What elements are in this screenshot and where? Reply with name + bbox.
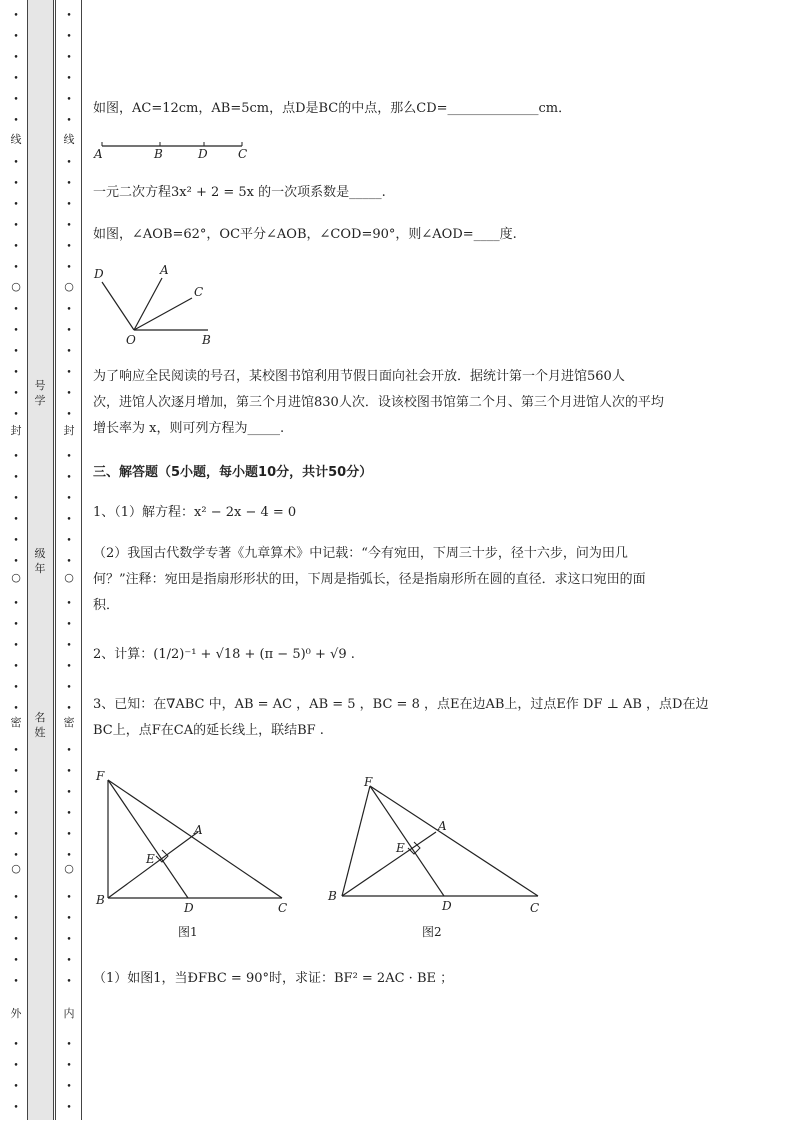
binding-dot: • bbox=[66, 662, 72, 672]
binding-dot: • bbox=[66, 242, 72, 252]
q4-label-a: A bbox=[160, 263, 169, 277]
question-5 bbox=[93, 364, 664, 442]
binding-dot: • bbox=[13, 767, 19, 777]
inner-mark-nei: 内 bbox=[63, 1007, 75, 1020]
binding-dot: • bbox=[13, 893, 19, 903]
fig1-label-c: C bbox=[278, 901, 288, 915]
fig1-label-b: B bbox=[96, 893, 105, 907]
binding-dot: • bbox=[66, 179, 72, 189]
binding-dot: • bbox=[13, 116, 19, 126]
binding-dot: • bbox=[66, 494, 72, 504]
binding-dot: • bbox=[13, 809, 19, 819]
binding-dot: • bbox=[13, 494, 19, 504]
binding-dot: • bbox=[13, 242, 19, 252]
binding-dot: • bbox=[13, 704, 19, 714]
q4-angle-figure bbox=[90, 262, 220, 348]
binding-dot: • bbox=[13, 599, 19, 609]
question-2 bbox=[93, 96, 571, 122]
binding-dot: • bbox=[13, 1103, 19, 1113]
binding-dot: • bbox=[66, 221, 72, 231]
field-label-student-number: 号学 bbox=[34, 379, 46, 407]
binding-dot: • bbox=[66, 557, 72, 567]
inner-mark-xian: 线 bbox=[63, 133, 75, 146]
binding-dot: • bbox=[13, 1040, 19, 1050]
binding-dot: • bbox=[66, 788, 72, 798]
binding-dot: • bbox=[13, 515, 19, 525]
outer-mark-xian: 线 bbox=[10, 133, 22, 146]
solve-question-3-line-1: 3、已知：在∇ABC 中，AB = AC ，AB = 5 ，BC = 8 ，点E在边AB上，过点E作 DF ⊥ AB ，点D在边 bbox=[93, 697, 709, 712]
solve-question-2 bbox=[93, 642, 355, 668]
binding-dot: • bbox=[66, 95, 72, 105]
solve-question-1b-line-2: 何？”注释：宛田是指扇形形状的田，下周是指弧长，径是指扇形所在圆的直径．求这口宛田的面 bbox=[93, 572, 646, 587]
binding-dot: • bbox=[66, 746, 72, 756]
binding-dot: • bbox=[66, 515, 72, 525]
q2-label-a: A bbox=[94, 147, 103, 161]
binding-dot: • bbox=[13, 977, 19, 987]
solve-question-3-line-2: BC上，点F在CA的延长线上，联结BF . bbox=[93, 723, 324, 738]
binding-dot: • bbox=[66, 956, 72, 966]
binding-dot: • bbox=[13, 1061, 19, 1071]
binding-dot: • bbox=[66, 53, 72, 63]
question-5-line-3: 增长率为 x，则可列方程为_____. bbox=[93, 421, 285, 436]
binding-dot: • bbox=[66, 809, 72, 819]
binding-dot: • bbox=[66, 977, 72, 987]
binding-dot: • bbox=[66, 473, 72, 483]
binding-dot: • bbox=[66, 599, 72, 609]
binding-dot: • bbox=[66, 11, 72, 21]
binding-dot: • bbox=[13, 389, 19, 399]
binding-dot: • bbox=[13, 410, 19, 420]
binding-dot: • bbox=[66, 347, 72, 357]
binding-dot: • bbox=[13, 536, 19, 546]
fig1-label-e: E bbox=[146, 852, 155, 866]
binding-dot: • bbox=[13, 95, 19, 105]
q4-label-b: B bbox=[202, 333, 211, 347]
binding-dot: • bbox=[66, 830, 72, 840]
question-4 bbox=[93, 222, 517, 248]
binding-dot: • bbox=[13, 221, 19, 231]
binding-dot: • bbox=[13, 473, 19, 483]
inner-mark-feng: 封 bbox=[63, 424, 75, 437]
fig2-label-a: A bbox=[438, 819, 447, 833]
binding-dot: • bbox=[13, 956, 19, 966]
binding-dot: • bbox=[13, 662, 19, 672]
fig2-label-c: C bbox=[530, 901, 540, 915]
q2-label-d: D bbox=[198, 147, 208, 161]
binding-dot: • bbox=[13, 641, 19, 651]
binding-dot: • bbox=[13, 368, 19, 378]
q2-label-b: B bbox=[154, 147, 163, 161]
section-3-title: 三、解答题（5小题，每小题10分，共计50分） bbox=[93, 465, 373, 480]
binding-dot: • bbox=[66, 536, 72, 546]
binding-dot: • bbox=[66, 368, 72, 378]
fig2-label-b: B bbox=[328, 889, 337, 903]
q4-label-o: O bbox=[126, 333, 136, 347]
binding-dot: • bbox=[13, 200, 19, 210]
binding-dot: • bbox=[66, 116, 72, 126]
field-label-name: 名姓 bbox=[34, 711, 46, 739]
binding-dot: • bbox=[66, 1040, 72, 1050]
solve-question-3-part-1 bbox=[93, 966, 453, 992]
figure-1 bbox=[90, 766, 300, 942]
fig2-label-f: F bbox=[364, 775, 373, 789]
question-4-text: 如图，∠AOB=62°，OC平分∠AOB，∠COD=90°，则∠AOD=____度. bbox=[93, 227, 517, 242]
binding-dot: • bbox=[66, 326, 72, 336]
binding-dot: • bbox=[13, 179, 19, 189]
fig2-caption: 图2 bbox=[422, 925, 442, 939]
q4-label-d: D bbox=[94, 267, 104, 281]
solve-question-1a bbox=[93, 500, 296, 526]
binding-dot: • bbox=[66, 620, 72, 630]
binding-dot: • bbox=[13, 326, 19, 336]
binding-dot: • bbox=[13, 158, 19, 168]
binding-dot: • bbox=[66, 914, 72, 924]
q2-label-c: C bbox=[238, 147, 248, 161]
binding-dot: • bbox=[13, 851, 19, 861]
question-5-line-2: 次，进馆人次逐月增加，第三个月进馆830人次．设该校图书馆第二个月、第三个月进馆人次的平均 bbox=[93, 395, 664, 410]
fig1-label-f: F bbox=[96, 769, 105, 783]
binding-dot: • bbox=[66, 32, 72, 42]
outer-mark-feng: 封 bbox=[10, 424, 22, 437]
binding-dot: • bbox=[13, 32, 19, 42]
fig1-caption: 图1 bbox=[178, 925, 198, 939]
binding-dot: • bbox=[13, 74, 19, 84]
binding-dot: • bbox=[66, 1082, 72, 1092]
field-label-grade: 级年 bbox=[34, 547, 46, 575]
solve-question-3 bbox=[93, 692, 708, 744]
binding-circle: ○ bbox=[11, 571, 21, 584]
question-3 bbox=[93, 180, 386, 206]
binding-dot: • bbox=[66, 893, 72, 903]
binding-circle: ○ bbox=[11, 280, 21, 293]
binding-dot: • bbox=[66, 158, 72, 168]
binding-dot: • bbox=[13, 683, 19, 693]
binding-dot: • bbox=[66, 1103, 72, 1113]
binding-dot: • bbox=[66, 200, 72, 210]
question-3-text: 一元二次方程3x² + 2 = 5x 的一次项系数是_____. bbox=[93, 185, 386, 200]
binding-dot: • bbox=[66, 452, 72, 462]
binding-dot: • bbox=[13, 935, 19, 945]
binding-dot: • bbox=[66, 641, 72, 651]
solve-question-2-text: 2、计算：(1/2)⁻¹ + √18 + (π − 5)⁰ + √9 . bbox=[93, 647, 355, 662]
binding-dot: • bbox=[13, 620, 19, 630]
binding-dot: • bbox=[66, 305, 72, 315]
binding-dot: • bbox=[66, 74, 72, 84]
solve-question-1b-line-3: 积． bbox=[93, 598, 120, 613]
question-2-text: 如图，AC=12cm，AB=5cm，点D是BC的中点，那么CD=______________cm． bbox=[93, 101, 572, 116]
question-5-line-1: 为了响应全民阅读的号召，某校图书馆利用节假日面向社会开放．据统计第一个月进馆560人 bbox=[93, 369, 625, 384]
binding-dot: • bbox=[13, 11, 19, 21]
binding-dot: • bbox=[13, 263, 19, 273]
binding-dot: • bbox=[66, 263, 72, 273]
binding-dot: • bbox=[66, 410, 72, 420]
inner-mark-mi: 密 bbox=[63, 716, 75, 729]
binding-dot: • bbox=[66, 851, 72, 861]
binding-dot: • bbox=[66, 1061, 72, 1071]
binding-dot: • bbox=[66, 389, 72, 399]
binding-dot: • bbox=[13, 830, 19, 840]
solve-question-1b-line-1: （2）我国古代数学专著《九章算术》中记载：“今有宛田，下周三十步，径十六步，问为田几 bbox=[93, 546, 628, 561]
figure-2 bbox=[320, 772, 550, 942]
solve-question-1a-text: 1、（1）解方程：x² − 2x − 4 = 0 bbox=[93, 505, 297, 520]
fig2-label-e: E bbox=[396, 841, 405, 855]
binding-circle: ○ bbox=[64, 280, 74, 293]
fig2-label-d: D bbox=[442, 899, 452, 913]
binding-dot: • bbox=[66, 767, 72, 777]
binding-dot: • bbox=[13, 746, 19, 756]
binding-dot: • bbox=[13, 305, 19, 315]
q4-label-c: C bbox=[194, 285, 204, 299]
q2-segment-figure bbox=[90, 138, 260, 164]
fig1-label-d: D bbox=[184, 901, 194, 915]
binding-dot: • bbox=[13, 1082, 19, 1092]
outer-mark-mi: 密 bbox=[10, 716, 22, 729]
binding-dot: • bbox=[13, 452, 19, 462]
fig1-label-a: A bbox=[194, 823, 203, 837]
solve-question-1b bbox=[93, 541, 646, 619]
binding-dot: • bbox=[66, 935, 72, 945]
binding-circle: ○ bbox=[64, 571, 74, 584]
binding-dot: • bbox=[66, 704, 72, 714]
outer-mark-wai: 外 bbox=[10, 1007, 22, 1020]
binding-dot: • bbox=[13, 53, 19, 63]
solve-question-3-part-1-text: （1）如图1，当ÐFBC = 90°时，求证：BF² = 2AC · BE ； bbox=[93, 971, 454, 986]
binding-dot: • bbox=[66, 683, 72, 693]
binding-dot: • bbox=[13, 788, 19, 798]
binding-circle: ○ bbox=[64, 862, 74, 875]
binding-dot: • bbox=[13, 914, 19, 924]
binding-circle: ○ bbox=[11, 862, 21, 875]
binding-dot: • bbox=[13, 347, 19, 357]
binding-dot: • bbox=[13, 557, 19, 567]
